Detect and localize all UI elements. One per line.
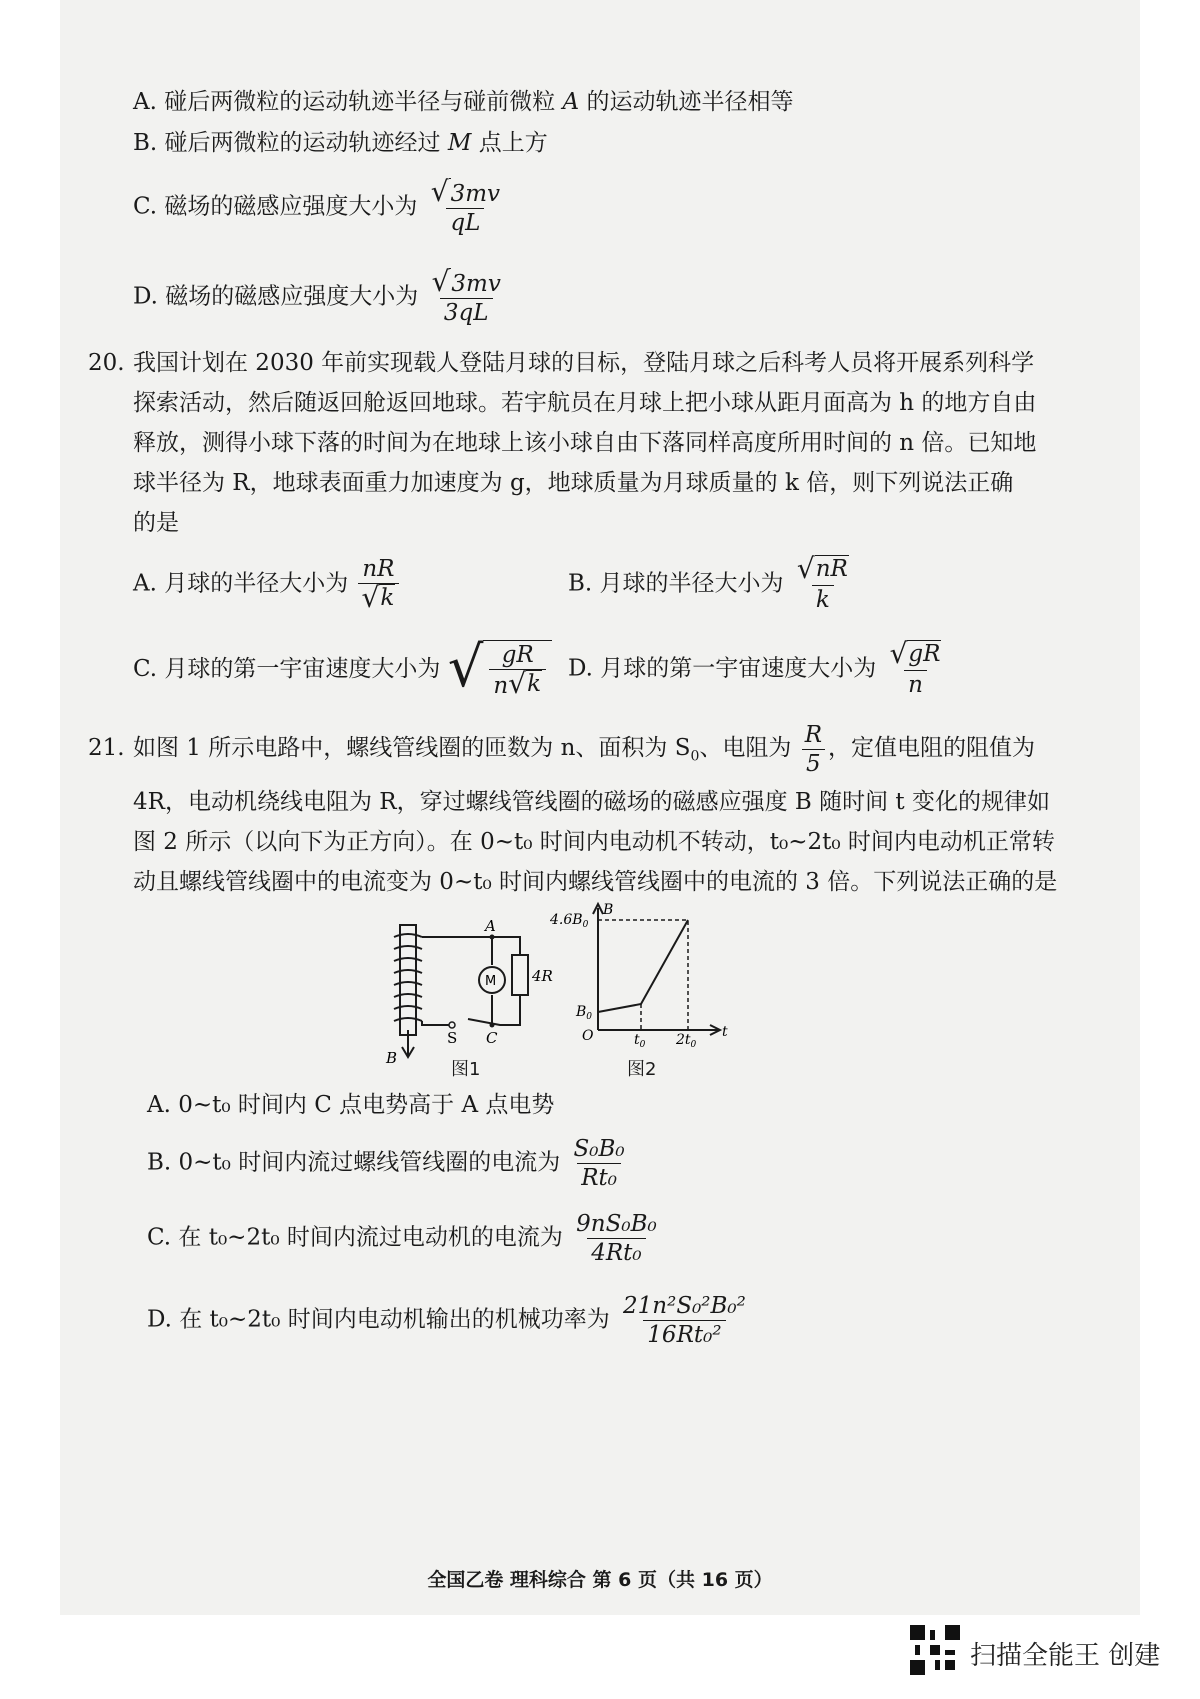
b-curve xyxy=(598,920,688,1012)
q20-number: 20. xyxy=(88,350,125,376)
q20-stem-line: 释放，测得小球下落的时间为在地球上该小球自由下落同样高度所用时间的 n 倍。已知地 xyxy=(133,430,1037,456)
origin-label: O xyxy=(582,1028,594,1044)
page-footer: 全国乙卷 理科综合 第 6 页（共 16 页） xyxy=(427,1569,773,1591)
q21-stem-line: 4R，电动机绕线电阻为 R，穿过螺线管线圈的磁场的磁感应强度 B 随时间 t 变化的规律如 xyxy=(133,789,1050,815)
q20-stem-line: 探索活动，然后随返回舱返回地球。若宇航员在月球上把小球从距月面高为 h 的地方自由 xyxy=(133,390,1037,416)
q19-option-a: A. 碰后两微粒的运动轨迹半径与碰前微粒 A 的运动轨迹半径相等 xyxy=(133,89,794,115)
q21-number: 21. xyxy=(88,735,125,761)
q19-option-d: D. 磁场的磁感应强度大小为 √ 3mv 3qL xyxy=(133,268,507,327)
label-a: A xyxy=(485,917,496,935)
q21-option-b: B. 0~t₀ 时间内流过螺线管线圈的电流为 $\frac{\text{S₀B₀}}{\text{Rt₀}}$ xyxy=(147,1135,631,1192)
fraction: √ 3mv qL xyxy=(430,175,500,236)
q20-stem-line: 的是 xyxy=(133,510,179,536)
switch-s xyxy=(449,1022,455,1028)
q20-option-c: C. 月球的第一宇宙速度大小为 √ gR n √ k xyxy=(133,640,552,700)
y-label-top: $4.6B_0$ xyxy=(550,912,589,930)
fraction: √ nR k xyxy=(796,552,848,613)
fraction: gR n √ k xyxy=(489,641,546,700)
y-label-low: $B_0$ xyxy=(576,1004,593,1022)
q21-option-c: C. 在 t₀~2t₀ 时间内流过电动机的电流为 $\frac{\text{9nS₀B₀}}{\text{4Rt₀}}$ xyxy=(147,1210,663,1267)
label-c: C xyxy=(486,1029,498,1047)
x-axis-label: t xyxy=(722,1024,728,1040)
label-m: M xyxy=(485,974,497,989)
scanner-watermark: 扫描全能王 创建 xyxy=(970,1641,1161,1671)
q20-option-d: D. 月球的第一宇宙速度大小为 √ gR n xyxy=(568,640,947,699)
q21-stem-line: 图 2 所示（以向下为正方向）。在 0~t₀ 时间内电动机不转动，t₀~2t₀ 时间内电动机正常转 xyxy=(133,829,1055,855)
q19-option-b: B. 碰后两微粒的运动轨迹经过 M 点上方 xyxy=(133,130,548,156)
label-b: B xyxy=(386,1049,398,1067)
q21-stem-line: 动且螺线管线圈中的电流变为 0~t₀ 时间内螺线管线圈中的电流的 3 倍。下列说法正确的是 xyxy=(133,869,1058,895)
fraction: $\frac{\text{S₀B₀}}{\text{Rt₀}}$ xyxy=(573,1136,625,1191)
q20-stem-line: 球半径为 R，地球表面重力加速度为 g，地球质量为月球质量的 k 倍，则下列说法正确 xyxy=(133,470,1014,496)
fraction: $\frac{\text{21n²S₀²B₀²}}{\text{16Rt₀²}}$ xyxy=(623,1293,746,1348)
q20-option-b: B. 月球的半径大小为 √ nR k xyxy=(568,555,855,614)
y-axis-label: B xyxy=(603,902,614,918)
q21-stem-line: 如图 1 所示电路中，螺线管线圈的匝数为 n、面积为 $S_0$、电阻为 $\frac{R}{5}$ ，定值电阻的阻值为 xyxy=(133,721,1036,777)
fraction: $\frac{R}{5}$ xyxy=(801,721,826,778)
x-tick-2t0: $2t_0$ xyxy=(676,1032,697,1050)
resistor-4r xyxy=(512,955,528,995)
fraction: √ 3mv 3qL xyxy=(431,265,501,326)
fraction: $\frac{\text{9nS₀B₀}}{\text{4Rt₀}}$ xyxy=(576,1211,657,1266)
fraction: nR √ k xyxy=(358,555,400,614)
x-tick-t0: $t_0$ xyxy=(634,1032,646,1050)
fraction: √ gR n xyxy=(889,637,941,698)
figure2-b-t-graph xyxy=(548,900,738,1050)
solenoid-coil xyxy=(394,934,422,1021)
q19-option-c: C. 磁场的磁感应强度大小为 √ 3mv qL xyxy=(133,178,506,237)
label-s: S xyxy=(447,1029,458,1047)
q20-stem-line: 我国计划在 2030 年前实现载人登陆月球的目标，登陆月球之后科考人员将开展系列科学 xyxy=(133,350,1035,376)
label-4r: 4R xyxy=(532,967,553,985)
q21-option-d: D. 在 t₀~2t₀ 时间内电动机输出的机械功率为 $\frac{\text{21n²S₀²B₀²}}{\text{16Rt₀²}}$ xyxy=(147,1292,752,1349)
figure1-caption: 图1 xyxy=(451,1059,481,1080)
q21-option-a: A. 0~t₀ 时间内 C 点电势高于 A 点电势 xyxy=(147,1092,555,1118)
figure1-circuit-diagram xyxy=(380,915,570,1075)
figure2-caption: 图2 xyxy=(627,1059,657,1080)
qr-code-icon xyxy=(910,1625,960,1675)
q20-option-a: A. 月球的半径大小为 nR √ k xyxy=(133,555,401,614)
